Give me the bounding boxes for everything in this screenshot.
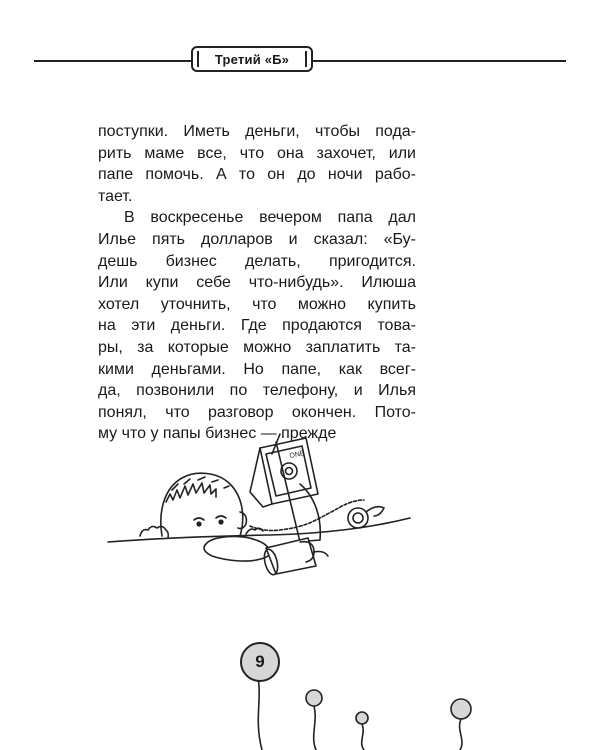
boy-with-banknote-illustration bbox=[100, 432, 420, 592]
text-line: понял, что разговор окончен. Пото- bbox=[98, 403, 416, 421]
balloon-stems-decoration bbox=[0, 640, 600, 750]
text-line: Илье пять долларов и сказал: «Бу- bbox=[98, 230, 416, 248]
text-line: на эти деньги. Где продаются това- bbox=[98, 317, 416, 335]
text-line: рить маме все, что она захочет, или bbox=[98, 144, 416, 162]
text-line: тает. bbox=[98, 187, 133, 205]
banknote-label: ONE bbox=[288, 449, 306, 460]
text-line: му что у папы бизнес — прежде bbox=[98, 425, 337, 443]
text-line: папе помочь. А то он до ночи рабо- bbox=[98, 166, 416, 184]
boy-eye-left bbox=[194, 518, 204, 520]
text-line: поступки. Иметь деньги, чтобы пода- bbox=[98, 123, 416, 140]
boy-hand-left bbox=[140, 526, 168, 538]
boy-eye-right bbox=[216, 516, 226, 518]
text-line: ры, за которые можно заплатить та- bbox=[98, 338, 416, 356]
running-header bbox=[191, 46, 313, 72]
text-line: да, позвонили по телефону, и Илья bbox=[98, 382, 416, 400]
text-line: хотел уточнить, что можно купить bbox=[98, 295, 416, 313]
page-number-badge bbox=[240, 642, 280, 682]
cup-icon bbox=[262, 538, 316, 576]
text-line: В воскресенье вечером папа дал bbox=[124, 209, 416, 227]
text-line: кими деньгами. Но папе, как всег- bbox=[98, 360, 416, 378]
page-number: 9 bbox=[255, 652, 265, 671]
boy-hair bbox=[166, 483, 216, 502]
spill-puddle bbox=[204, 537, 270, 562]
running-header-title: Третий «Б» bbox=[214, 51, 290, 67]
chain bbox=[250, 500, 364, 531]
text-line: Или купи себе что-нибудь». Илюша bbox=[98, 274, 416, 292]
text-line: дешь бизнес делать, пригодится. bbox=[98, 252, 416, 270]
body-text bbox=[98, 121, 416, 445]
table-edge bbox=[108, 518, 410, 542]
